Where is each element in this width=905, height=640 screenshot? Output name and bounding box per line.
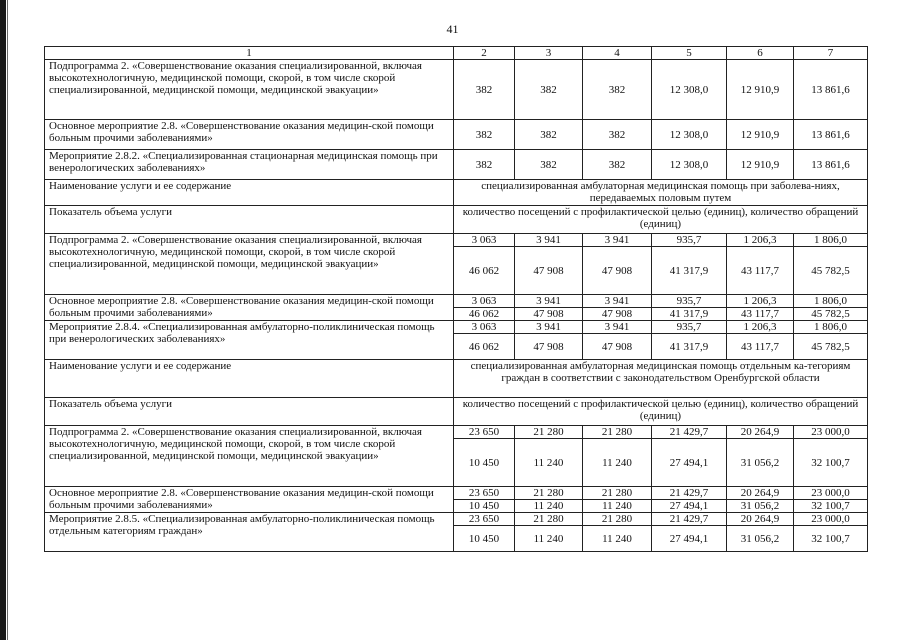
visits-value-cell: 3 941 [583,321,652,334]
service-row [45,206,868,234]
value-cell: 13 861,6 [794,120,868,150]
value-cell: 13 861,6 [794,150,868,180]
scan-left-border-line [7,0,8,640]
row-label: Мероприятие 2.8.5. «Специализированная амбулаторно-поликлиническая помощь отдельным категориям граждан» [45,513,454,552]
appeals-value-cell: 41 317,9 [652,308,727,321]
visits-value-cell: 3 941 [583,234,652,247]
visits-value-cell: 3 063 [454,234,515,247]
appeals-value-cell: 43 117,7 [727,247,794,295]
appeals-value-cell: 43 117,7 [727,334,794,360]
visits-value-cell: 1 206,3 [727,321,794,334]
service-value: специализированная амбулаторная медицинская помощь при заболева-ниях, передаваемых половым путем [454,180,868,206]
row-label: Мероприятие 2.8.2. «Специализированная стационарная медицинская помощь при венерологических заболеваниях» [45,150,454,180]
appeals-value-cell: 47 908 [515,247,583,295]
appeals-value-cell: 27 494,1 [652,500,727,513]
visits-value-cell: 21 280 [515,513,583,526]
visits-value-cell: 935,7 [652,234,727,247]
value-cell: 382 [515,120,583,150]
value-cell: 12 308,0 [652,150,727,180]
appeals-value-cell: 11 240 [515,500,583,513]
value-cell: 12 910,9 [727,150,794,180]
appeals-value-cell: 11 240 [583,500,652,513]
value-cell: 382 [515,60,583,120]
value-cell: 12 308,0 [652,120,727,150]
appeals-value-cell: 46 062 [454,247,515,295]
value-cell: 382 [454,150,515,180]
header-cell: 4 [583,47,652,60]
service-value: специализированная амбулаторная медицинская помощь отдельным ка-тегориям граждан в соответствии с законодательством Оренбургской области [454,360,868,398]
appeals-value-cell: 31 056,2 [727,526,794,552]
appeals-value-cell: 32 100,7 [794,439,868,487]
visits-value-cell: 1 206,3 [727,295,794,308]
visits-value-cell: 23 650 [454,487,515,500]
appeals-value-cell: 10 450 [454,500,515,513]
visits-value-cell: 3 941 [515,321,583,334]
visits-value-cell: 3 063 [454,295,515,308]
appeals-value-cell: 46 062 [454,334,515,360]
row-label: Основное мероприятие 2.8. «Совершенствование оказания медицин-ской помощи больным прочими заболеваниями» [45,487,454,513]
visits-value-cell: 3 941 [583,295,652,308]
table-header-row [45,47,868,60]
value-cell: 382 [583,120,652,150]
table-row [45,513,868,526]
appeals-value-cell: 47 908 [583,334,652,360]
appeals-value-cell: 27 494,1 [652,439,727,487]
value-cell: 12 308,0 [652,60,727,120]
appeals-value-cell: 47 908 [515,308,583,321]
header-cell: 2 [454,47,515,60]
visits-value-cell: 21 280 [583,487,652,500]
appeals-value-cell: 27 494,1 [652,526,727,552]
appeals-value-cell: 32 100,7 [794,500,868,513]
service-label: Наименование услуги и ее содержание [45,180,454,206]
service-label: Наименование услуги и ее содержание [45,360,454,398]
visits-value-cell: 1 806,0 [794,321,868,334]
visits-value-cell: 23 000,0 [794,513,868,526]
visits-value-cell: 1 806,0 [794,295,868,308]
visits-value-cell: 1 206,3 [727,234,794,247]
value-cell: 382 [583,60,652,120]
service-label: Показатель объема услуги [45,398,454,426]
value-cell: 382 [583,150,652,180]
row-label: Подпрограмма 2. «Совершенствование оказания специализированной, включая высокотехнологичную, медицинской помощи, скорой, в том числе скорой специализированной, медицинской помощи, медицинской эвакуации» [45,426,454,487]
header-cell: 3 [515,47,583,60]
service-row [45,398,868,426]
appeals-value-cell: 11 240 [583,526,652,552]
appeals-value-cell: 47 908 [583,247,652,295]
header-cell: 7 [794,47,868,60]
appeals-value-cell: 47 908 [515,334,583,360]
row-label: Мероприятие 2.8.4. «Специализированная амбулаторно-поликлиническая помощь при венерологических заболеваниях» [45,321,454,360]
table-row [45,120,868,150]
value-cell: 12 910,9 [727,120,794,150]
appeals-value-cell: 45 782,5 [794,308,868,321]
service-row [45,360,868,398]
appeals-value-cell: 11 240 [515,526,583,552]
visits-value-cell: 3 941 [515,295,583,308]
visits-value-cell: 20 264,9 [727,487,794,500]
visits-value-cell: 20 264,9 [727,513,794,526]
table-row [45,426,868,439]
appeals-value-cell: 47 908 [583,308,652,321]
visits-value-cell: 21 280 [583,513,652,526]
scan-left-border [0,0,6,640]
visits-value-cell: 935,7 [652,295,727,308]
row-label: Подпрограмма 2. «Совершенствование оказания специализированной, включая высокотехнологичную, медицинской помощи, скорой, в том числе скорой специализированной, медицинской помощи, медицинской эвакуации» [45,234,454,295]
visits-value-cell: 3 941 [515,234,583,247]
service-value: количество посещений с профилактической целью (единиц), количество обращений (единиц) [454,206,868,234]
service-row [45,180,868,206]
visits-value-cell: 3 063 [454,321,515,334]
appeals-value-cell: 10 450 [454,439,515,487]
header-cell: 6 [727,47,794,60]
appeals-value-cell: 11 240 [515,439,583,487]
table-body [45,47,868,552]
table-row [45,295,868,308]
page-number: 41 [446,22,459,36]
appeals-value-cell: 10 450 [454,526,515,552]
visits-value-cell: 21 280 [583,426,652,439]
table-row [45,487,868,500]
table-row [45,321,868,334]
appeals-value-cell: 31 056,2 [727,500,794,513]
visits-value-cell: 935,7 [652,321,727,334]
service-value: количество посещений с профилактической целью (единиц), количество обращений (единиц) [454,398,868,426]
visits-value-cell: 23 650 [454,426,515,439]
table-row [45,234,868,247]
value-cell: 13 861,6 [794,60,868,120]
appeals-value-cell: 46 062 [454,308,515,321]
service-label: Показатель объема услуги [45,206,454,234]
visits-value-cell: 21 280 [515,426,583,439]
row-label: Основное мероприятие 2.8. «Совершенствование оказания медицин-ской помощи больным прочими заболеваниями» [45,120,454,150]
visits-value-cell: 21 429,7 [652,426,727,439]
appeals-value-cell: 41 317,9 [652,334,727,360]
row-label: Подпрограмма 2. «Совершенствование оказания специализированной, включая высокотехнологичную, медицинской помощи, скорой, в том числе скорой специализированной, медицинской помощи, медицинской эвакуации» [45,60,454,120]
header-cell: 1 [45,47,454,60]
appeals-value-cell: 41 317,9 [652,247,727,295]
value-cell: 382 [515,150,583,180]
value-cell: 382 [454,120,515,150]
table-row [45,150,868,180]
visits-value-cell: 21 429,7 [652,487,727,500]
value-cell: 12 910,9 [727,60,794,120]
visits-value-cell: 23 650 [454,513,515,526]
appeals-value-cell: 31 056,2 [727,439,794,487]
appeals-value-cell: 43 117,7 [727,308,794,321]
visits-value-cell: 1 806,0 [794,234,868,247]
visits-value-cell: 23 000,0 [794,487,868,500]
table-row [45,60,868,120]
appeals-value-cell: 45 782,5 [794,334,868,360]
visits-value-cell: 21 280 [515,487,583,500]
appeals-value-cell: 11 240 [583,439,652,487]
row-label: Основное мероприятие 2.8. «Совершенствование оказания медицин-ской помощи больным прочими заболеваниями» [45,295,454,321]
data-table [44,46,868,552]
visits-value-cell: 20 264,9 [727,426,794,439]
value-cell: 382 [454,60,515,120]
appeals-value-cell: 32 100,7 [794,526,868,552]
visits-value-cell: 23 000,0 [794,426,868,439]
visits-value-cell: 21 429,7 [652,513,727,526]
header-cell: 5 [652,47,727,60]
appeals-value-cell: 45 782,5 [794,247,868,295]
